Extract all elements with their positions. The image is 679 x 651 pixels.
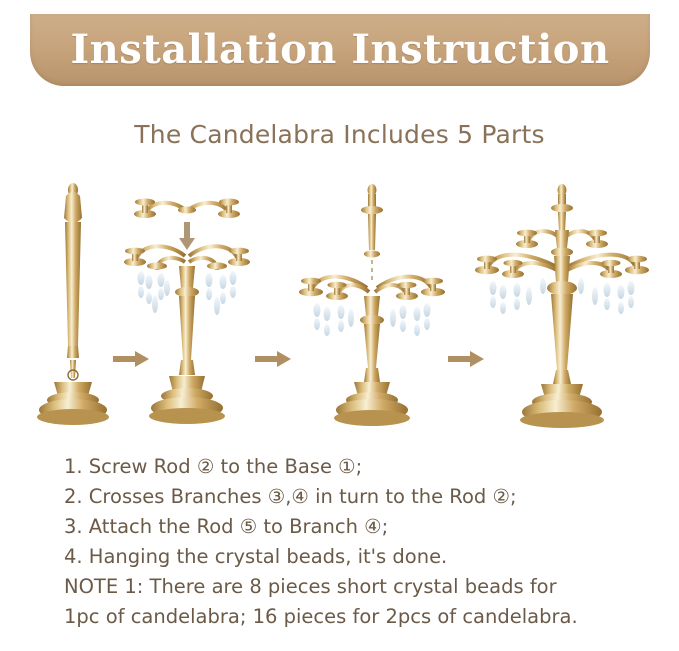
- note-line-2: 1pc of candelabra; 16 pieces for 2pcs of candelabra.: [64, 605, 578, 628]
- header-banner: [30, 14, 650, 86]
- instruction-text: [64, 452, 634, 632]
- assembly-diagram: [0, 170, 679, 445]
- step-3-rod5-branch4: [285, 170, 460, 445]
- step-2-rod-branch3: [105, 170, 270, 445]
- page-title: Installation Instruction: [70, 26, 610, 73]
- instruction-line-4: 4. Hanging the crystal beads, it's done.: [64, 545, 448, 568]
- instruction-line-2: 2. Crosses Branches ③,④ in turn to the Rod ②;: [64, 485, 517, 508]
- step-4-assembled-candelabra: [455, 170, 670, 445]
- note-line-1: NOTE 1: There are 8 pieces short crystal beads for: [64, 575, 557, 598]
- instruction-line-3: 3. Attach the Rod ⑤ to Branch ④;: [64, 515, 389, 538]
- instruction-line-1: 1. Screw Rod ② to the Base ①;: [64, 455, 363, 478]
- subtitle: The Candelabra Includes 5 Parts: [134, 120, 545, 149]
